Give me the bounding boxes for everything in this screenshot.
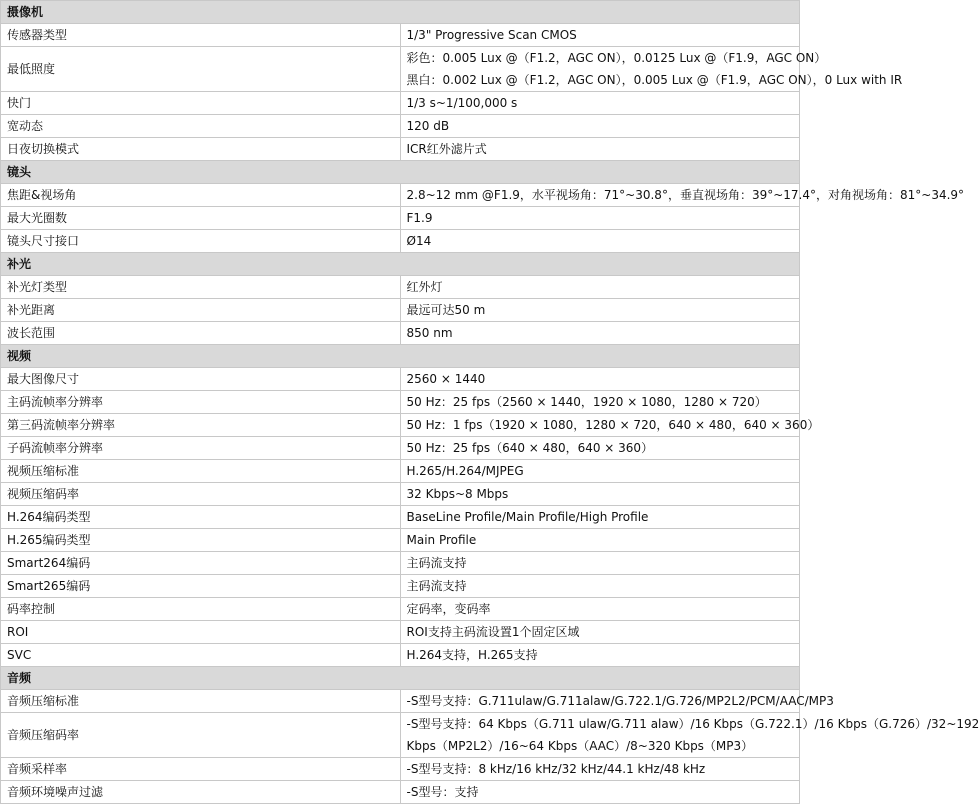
spec-row — [1, 368, 800, 391]
spec-value — [400, 414, 820, 437]
spec-value — [400, 322, 800, 345]
spec-value-line: 2.8~12 mm @F1.9，水平视场角：71°~30.8°，垂直视场角：39°~17.4°，对角视场角：81°~34.9° — [406, 188, 965, 202]
spec-value — [400, 758, 800, 781]
spec-value — [400, 138, 800, 161]
spec-key: 音频压缩码率 — [1, 713, 401, 758]
spec-row — [1, 414, 800, 437]
spec-key: 视频压缩码率 — [1, 483, 401, 506]
spec-value-line: -S型号支持：8 kHz/16 kHz/32 kHz/44.1 kHz/48 kHz — [406, 762, 706, 776]
spec-row — [1, 184, 800, 207]
spec-value-line: 50 Hz：25 fps（640 × 480，640 × 360） — [406, 441, 654, 455]
spec-key: SVC — [1, 644, 401, 667]
spec-key: H.265编码类型 — [1, 529, 401, 552]
spec-key: 镜头尺寸接口 — [1, 230, 401, 253]
spec-row — [1, 552, 800, 575]
spec-row — [1, 598, 800, 621]
spec-value-line: Main Profile — [406, 533, 477, 547]
spec-value-line: H.265/H.264/MJPEG — [406, 464, 524, 478]
spec-key: 宽动态 — [1, 115, 401, 138]
spec-key: 波长范围 — [1, 322, 401, 345]
section-title: 补光 — [1, 253, 800, 276]
spec-value — [400, 276, 800, 299]
spec-value-line: Ø14 — [406, 234, 432, 248]
spec-key: 传感器类型 — [1, 24, 401, 47]
spec-row — [1, 230, 800, 253]
section-header — [1, 1, 800, 24]
spec-row — [1, 138, 800, 161]
spec-row — [1, 758, 800, 781]
spec-key: H.264编码类型 — [1, 506, 401, 529]
spec-value-line: 最远可达50 m — [406, 303, 486, 317]
spec-value-line: 32 Kbps~8 Mbps — [406, 487, 509, 501]
spec-row — [1, 47, 800, 92]
spec-key: 主码流帧率分辨率 — [1, 391, 401, 414]
spec-value-line: 主码流支持 — [406, 556, 467, 570]
spec-value — [400, 690, 834, 713]
spec-value-line: 主码流支持 — [406, 579, 467, 593]
spec-value — [400, 460, 800, 483]
spec-row — [1, 575, 800, 598]
spec-value-line: 彩色：0.005 Lux @（F1.2，AGC ON），0.0125 Lux @（F1.9，AGC ON） — [406, 51, 827, 65]
spec-value — [400, 115, 800, 138]
section-header — [1, 345, 800, 368]
spec-value-line: BaseLine Profile/Main Profile/High Profile — [406, 510, 649, 524]
section-title: 摄像机 — [1, 1, 800, 24]
spec-row — [1, 92, 800, 115]
spec-key: 补光灯类型 — [1, 276, 401, 299]
spec-value-line: -S型号：支持 — [406, 785, 479, 799]
spec-key: 子码流帧率分辨率 — [1, 437, 401, 460]
spec-row — [1, 322, 800, 345]
spec-value — [400, 598, 800, 621]
spec-key: Smart264编码 — [1, 552, 401, 575]
spec-key: 音频环境噪声过滤 — [1, 781, 401, 804]
spec-value-line: 黑白：0.002 Lux @（F1.2，AGC ON），0.005 Lux @（F1.9，AGC ON），0 Lux with IR — [406, 73, 903, 87]
spec-key: 视频压缩标准 — [1, 460, 401, 483]
section-title: 镜头 — [1, 161, 800, 184]
spec-value-line: 50 Hz：25 fps（2560 × 1440，1920 × 1080，1280 × 720） — [406, 395, 767, 409]
spec-row — [1, 299, 800, 322]
spec-value — [400, 184, 965, 207]
spec-value-line: F1.9 — [406, 211, 433, 225]
section-header — [1, 161, 800, 184]
spec-value-line: 红外灯 — [406, 280, 443, 294]
spec-row — [1, 460, 800, 483]
spec-key: 音频采样率 — [1, 758, 401, 781]
spec-value-line: ICR红外滤片式 — [406, 142, 487, 156]
spec-row — [1, 781, 800, 804]
spec-value-line: 1/3" Progressive Scan CMOS — [406, 28, 577, 42]
spec-value-line: 120 dB — [406, 119, 450, 133]
spec-value-line: ROI支持主码流设置1个固定区域 — [406, 625, 580, 639]
spec-row — [1, 713, 800, 758]
spec-row — [1, 276, 800, 299]
spec-row — [1, 24, 800, 47]
spec-key: 最低照度 — [1, 47, 401, 92]
spec-row — [1, 207, 800, 230]
spec-row — [1, 644, 800, 667]
spec-value — [400, 483, 800, 506]
section-header — [1, 253, 800, 276]
spec-value-line: 50 Hz：1 fps（1920 × 1080，1280 × 720，640 × 480，640 × 360） — [406, 418, 820, 432]
spec-value-line: 850 nm — [406, 326, 453, 340]
spec-value-line: 定码率，变码率 — [406, 602, 491, 616]
spec-value-line: 2560 × 1440 — [406, 372, 486, 386]
spec-row — [1, 483, 800, 506]
spec-value — [400, 621, 800, 644]
spec-key: 码率控制 — [1, 598, 401, 621]
spec-value — [400, 230, 800, 253]
spec-key: 音频压缩标准 — [1, 690, 401, 713]
spec-value — [400, 552, 800, 575]
spec-key: 日夜切换模式 — [1, 138, 401, 161]
spec-row — [1, 391, 800, 414]
spec-value — [400, 92, 800, 115]
spec-key: 快门 — [1, 92, 401, 115]
spec-row — [1, 506, 800, 529]
spec-value — [400, 437, 800, 460]
spec-row — [1, 437, 800, 460]
spec-value — [400, 299, 800, 322]
spec-value — [400, 781, 800, 804]
spec-value-line: -S型号支持：G.711ulaw/G.711alaw/G.722.1/G.726/MP2L2/PCM/AAC/MP3 — [406, 694, 834, 708]
section-header — [1, 667, 800, 690]
spec-value — [400, 529, 800, 552]
spec-value-line: 1/3 s~1/100,000 s — [406, 96, 518, 110]
spec-key: 最大图像尺寸 — [1, 368, 401, 391]
spec-key: Smart265编码 — [1, 575, 401, 598]
spec-row — [1, 115, 800, 138]
spec-value-line: H.264支持，H.265支持 — [406, 648, 538, 662]
spec-key: 最大光圈数 — [1, 207, 401, 230]
section-title: 音频 — [1, 667, 800, 690]
spec-value — [400, 575, 800, 598]
spec-key: 补光距离 — [1, 299, 401, 322]
spec-value-line: Kbps（MP2L2）/16~64 Kbps（AAC）/8~320 Kbps（MP3） — [406, 739, 754, 753]
spec-key: 第三码流帧率分辨率 — [1, 414, 401, 437]
spec-value — [400, 207, 800, 230]
spec-value — [400, 47, 903, 92]
spec-value — [400, 24, 800, 47]
spec-key: 焦距&视场角 — [1, 184, 401, 207]
spec-value — [400, 644, 800, 667]
spec-value — [400, 368, 800, 391]
spec-key: ROI — [1, 621, 401, 644]
spec-value-line: -S型号支持：64 Kbps（G.711 ulaw/G.711 alaw）/16 Kbps（G.722.1）/16 Kbps（G.726）/32~192 — [406, 717, 979, 731]
spec-value — [400, 713, 979, 758]
spec-row — [1, 621, 800, 644]
section-title: 视频 — [1, 345, 800, 368]
spec-row — [1, 690, 800, 713]
spec-value — [400, 506, 800, 529]
spec-row — [1, 529, 800, 552]
spec-value — [400, 391, 800, 414]
